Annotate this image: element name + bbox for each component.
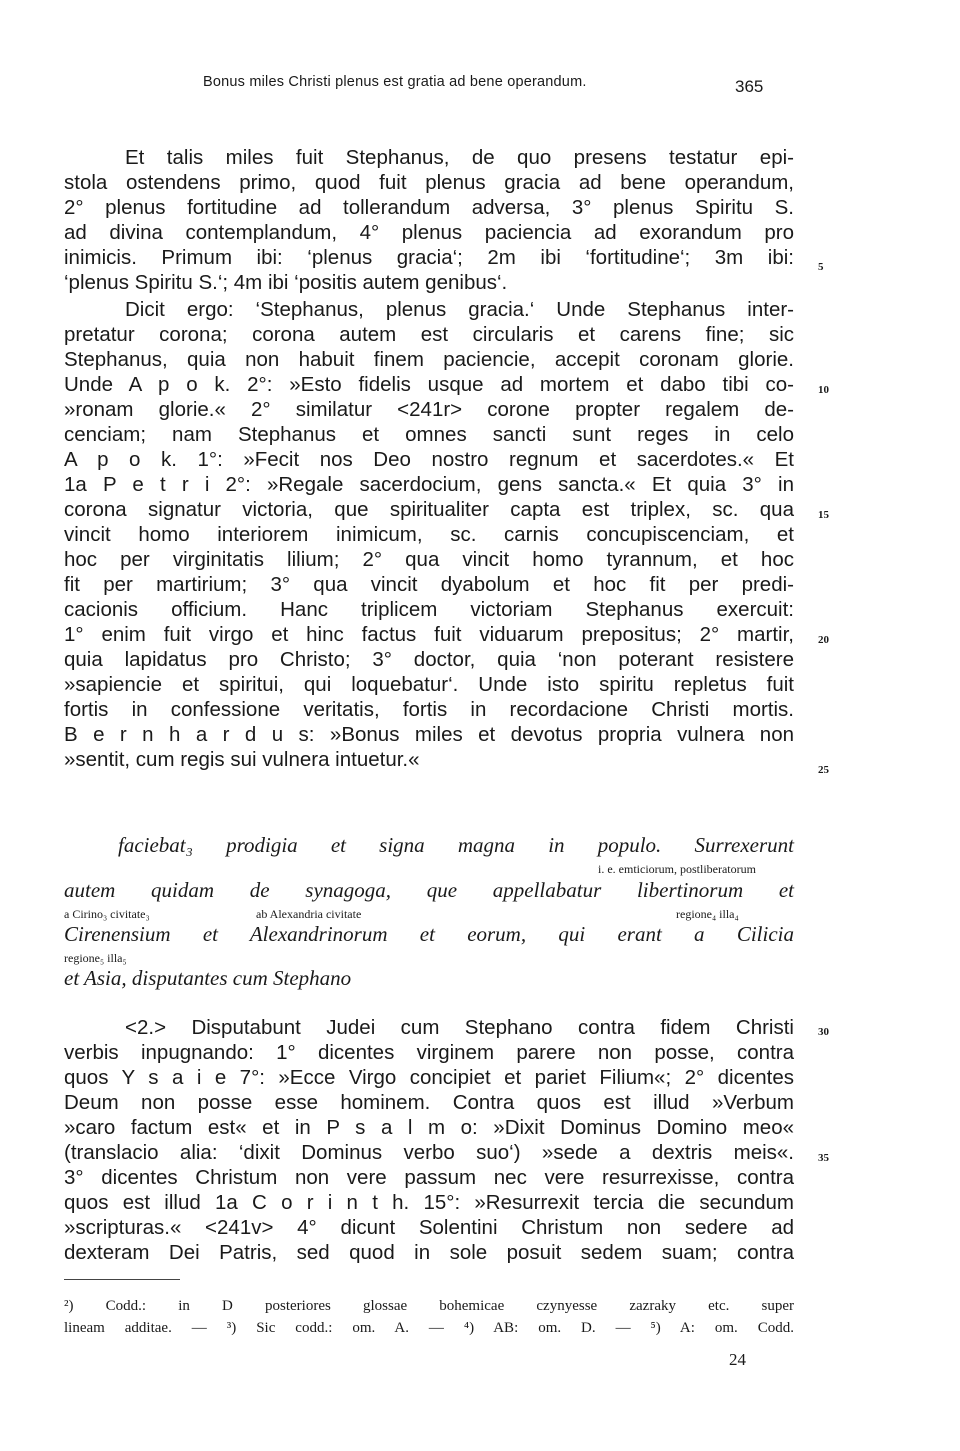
text-line: Stephanus, quia non habuit finem paciencie, accepit coronam glorie. [64,348,794,371]
text-line: »sapiencie et spiritui, qui loquebatur‘. Unde isto spiritu repletus fuit [64,673,794,696]
text-line: 1a P e t r i 2°: »Regale sacerdocium, gens sancta.« Et quia 3° in [64,473,794,496]
footnote-line: lineam additae. — ³) Sic codd.: om. A. — ⁴) AB: om. D. — ⁵) A: om. Codd. [64,1320,794,1336]
text-line: vincit homo interiorem inimicum, sc. carnis concupiscenciam, et [64,523,794,546]
interlinear-gloss: a Cirino₃ civitate₃ [64,907,150,921]
text-line: ad divina contemplandum, 4° plenus paciencia ad exorandum pro [64,221,794,244]
text-line: »ronam glorie.« 2° similatur <241r> corone propter regalem de- [64,398,794,421]
text-line: A p o k. 1°: »Fecit nos Deo nostro regnum et sacerdotes.« Et [64,448,794,471]
line-number: 25 [818,764,829,776]
text-line: verbis inpugnando: 1° dicentes virginem parere non posse, contra [64,1041,794,1064]
text-line: (translacio alia: ‘dixit Dominus verbo suo‘) »sede a dextris meis«. [64,1141,794,1164]
text-line: fit per martirium; 3° qua vincit dyabolum et hoc fit per predi- [64,573,794,596]
line-number: 10 [818,384,829,396]
text-line: <2.> Disputabunt Judei cum Stephano contra fidem Christi [125,1016,794,1039]
text-line: Deum non posse esse hominem. Contra quos est illud »Verbum [64,1091,794,1114]
text-line: stola ostendens primo, quod fuit plenus gracia ad bene operandum, [64,171,794,194]
footnote-rule [64,1279,180,1280]
line-number: 30 [818,1026,829,1038]
text-line: dexteram Dei Patris, sed quod in sole posuit sedem suam; contra [64,1241,794,1264]
text-line: B e r n h a r d u s: »Bonus miles et devotus propria vulnera non [64,723,794,746]
text-line: quos Y s a i e 7°: »Ecce Virgo concipiet et pariet Filium«; 2° dicentes [64,1066,794,1089]
line-number: 5 [818,261,824,273]
verse-line: autem quidam de synagoga, que appellabatur libertinorum et [64,878,794,902]
text-line: cenciam; nam Stephanus et omnes sancti sunt reges in celo [64,423,794,446]
interlinear-gloss: regione₄ illa₄ [676,907,739,921]
text-line: cacionis officium. Hanc triplicem victoriam Stephanus exercuit: [64,598,794,621]
text-line: hoc per virginitatis lilium; 2° qua vincit homo tyrannum, et hoc [64,548,794,571]
text-line: inimicis. Primum ibi: ‘plenus gracia‘; 2m ibi ‘fortitudine‘; 3m ibi: [64,246,794,269]
text-line: »caro factum est« et in P s a l m o: »Dixit Dominus Domino meo« [64,1116,794,1139]
text-line: »sentit, cum regis sui vulnera intuetur.« [64,748,420,771]
line-number: 20 [818,634,829,646]
line-number: 15 [818,509,829,521]
footnote-line: ²) Codd.: in D posteriores glossae bohemicae czynyesse zazraky etc. super [64,1298,794,1314]
page-number: 365 [735,77,764,96]
verse-line: et Asia, disputantes cum Stephano [64,966,352,990]
text-line: 1° enim fuit virgo et hinc factus fuit viduarum prepositus; 2° martir, [64,623,794,646]
text-line: Unde A p o k. 2°: »Esto fidelis usque ad mortem et dabo tibi co- [64,373,794,396]
interlinear-gloss: regione₅ illa₅ [64,951,127,965]
text-line: Dicit ergo: ‘Stephanus, plenus gracia.‘ Unde Stephanus inter- [125,298,794,321]
text-line: »scripturas.« <241v> 4° dicunt Solentini Christum non sedere ad [64,1216,794,1239]
verse-line: Cirenensium et Alexandrinorum et eorum, qui erant a Cilicia [64,922,794,946]
interlinear-gloss: i. e. emticiorum, postliberatorum [598,862,756,876]
text-line: quos est illud 1a C o r i n t h. 15°: »Resurrexit tercia die secundum [64,1191,794,1214]
text-line: ‘plenus Spiritu S.‘; 4m ibi ‘positis autem genibus‘. [64,271,508,294]
text-line: fortis in confessione veritatis, fortis in recordacione Christi mortis. [64,698,794,721]
running-title: Bonus miles Christi plenus est gratia ad bene operandum. [203,74,587,90]
line-number: 35 [818,1152,829,1164]
signature-mark: 24 [729,1350,746,1369]
text-line: corona signatur victoria, que spiritualiter capta est triplex, sc. qua [64,498,794,521]
text-line: pretatur corona; corona autem est circularis et carens fine; sic [64,323,794,346]
text-line: quia lapidatus pro Christo; 3° doctor, quia ‘non poterant resistere [64,648,794,671]
verse-line: faciebat₃ prodigia et signa magna in populo. Surrexerunt [118,833,794,857]
text-line: Et talis miles fuit Stephanus, de quo presens testatur epi- [125,146,794,169]
interlinear-gloss: ab Alexandria civitate [256,907,362,921]
text-line: 2° plenus fortitudine ad tollerandum adversa, 3° plenus Spiritu S. [64,196,794,219]
text-line: 3° dicentes Christum non vere passum nec vere resurrexisse, contra [64,1166,794,1189]
